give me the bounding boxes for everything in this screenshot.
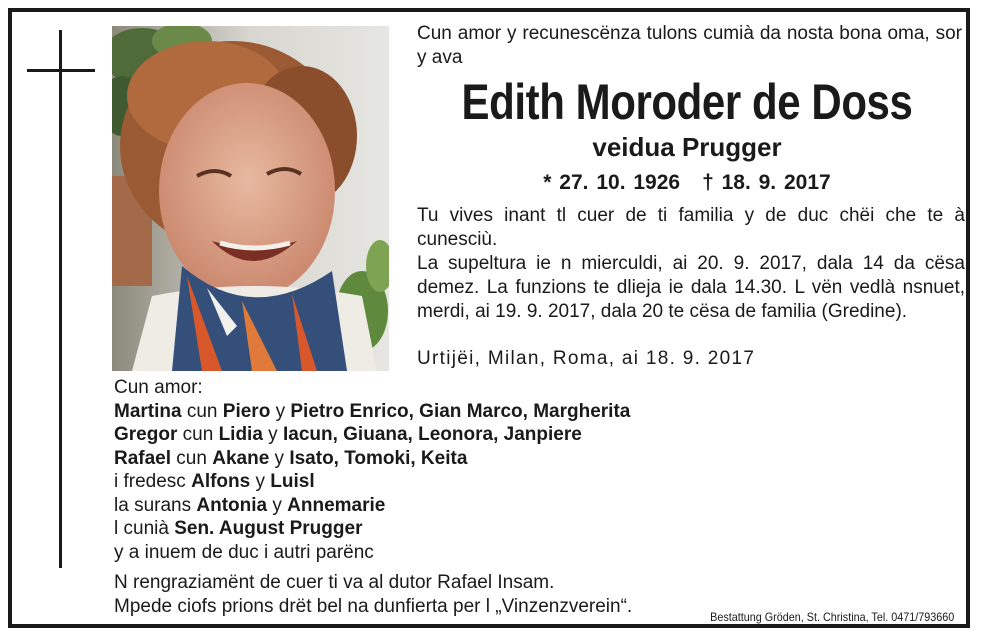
family-connector: y [270,400,291,422]
portrait-illustration [112,26,389,371]
thanks-line: Mpede ciofs prions drët bel na dunfierta per l „Vinzenzverein“. [114,595,633,617]
cross-icon-bar [27,69,95,72]
family-member-name: Martina [114,400,182,422]
family-member-name: Alfons [191,471,251,492]
deceased-name: Edith Moroder de Doss [461,74,913,130]
family-member-name: Iacun, Giuana, Leonora, Janpiere [282,424,582,445]
family-member-name: Sen. August Prugger [174,518,363,539]
family-member-name: Antonia [196,494,268,516]
family-row [114,517,914,541]
family-row [114,400,914,424]
family-heading: Cun amor: [114,377,203,398]
paragraph: La supeltura ie n mierculdi, ai 20. 9. 2017, dala 14 da cësa demez. La funzions te dlieja ie dala 14.30. L vën vedlà nsnuet, merdi, ai 19. 9. 2017, dala 20 te cësa de familia (Gredine). [417,253,965,322]
family-member-name: Piero [222,400,271,422]
family-row [114,470,914,494]
family-connector: l cunià [114,518,175,539]
family-member-name: Gregor [114,424,178,445]
portrait-photo [112,26,389,371]
family-member-name: Isato, Tomoki, Keita [289,447,468,469]
family-connector: la surans [114,494,197,516]
widow-of: veidua Prugger [592,132,782,162]
family-member-name: Rafael [114,447,172,469]
paragraph: Tu vives inant tl cuer de ti familia y de duc chëi che te à cunesciù. [417,205,965,250]
cross-icon [59,30,62,568]
family-connector: i fredesc [114,471,192,492]
family-row [114,447,914,471]
family-list [114,376,914,564]
family-member-name: Akane [212,447,270,469]
family-connector: y [269,447,290,469]
family-row [114,494,914,518]
family-member-name: Lidia [218,424,263,445]
thanks-line: N rengraziamënt de cuer ti va al dutor Rafael Insam. [114,572,555,593]
family-connector: y a inuem de duc i autri parënc [114,541,374,563]
family-member-name: Pietro Enrico, Gian Marco, Margherita [290,400,631,422]
obituary-card [8,8,970,628]
intro-text: Cun amor y recunescënza tulons cumià da nosta bona oma, sor y ava [417,23,962,68]
family-connector: cun [177,424,219,445]
life-dates [407,168,967,198]
family-connector: cun [171,447,213,469]
death-date: † 18. 9. 2017 [702,171,831,194]
family-member-name: Annemarie [287,494,386,516]
family-connector: y [267,494,288,516]
family-row [114,541,914,565]
birth-date: * 27. 10. 1926 [543,171,681,194]
funeral-info [417,204,965,324]
place-date: Urtijëi, Milan, Roma, ai 18. 9. 2017 [417,348,756,369]
family-connector: y [262,424,283,445]
family-connector: y [250,471,271,492]
family-row [114,423,914,447]
family-member-name: Luisl [270,471,315,492]
funeral-home-footer: Bestattung Gröden, St. Christina, Tel. 0471/793660 [709,610,954,624]
family-connector: cun [181,400,223,422]
